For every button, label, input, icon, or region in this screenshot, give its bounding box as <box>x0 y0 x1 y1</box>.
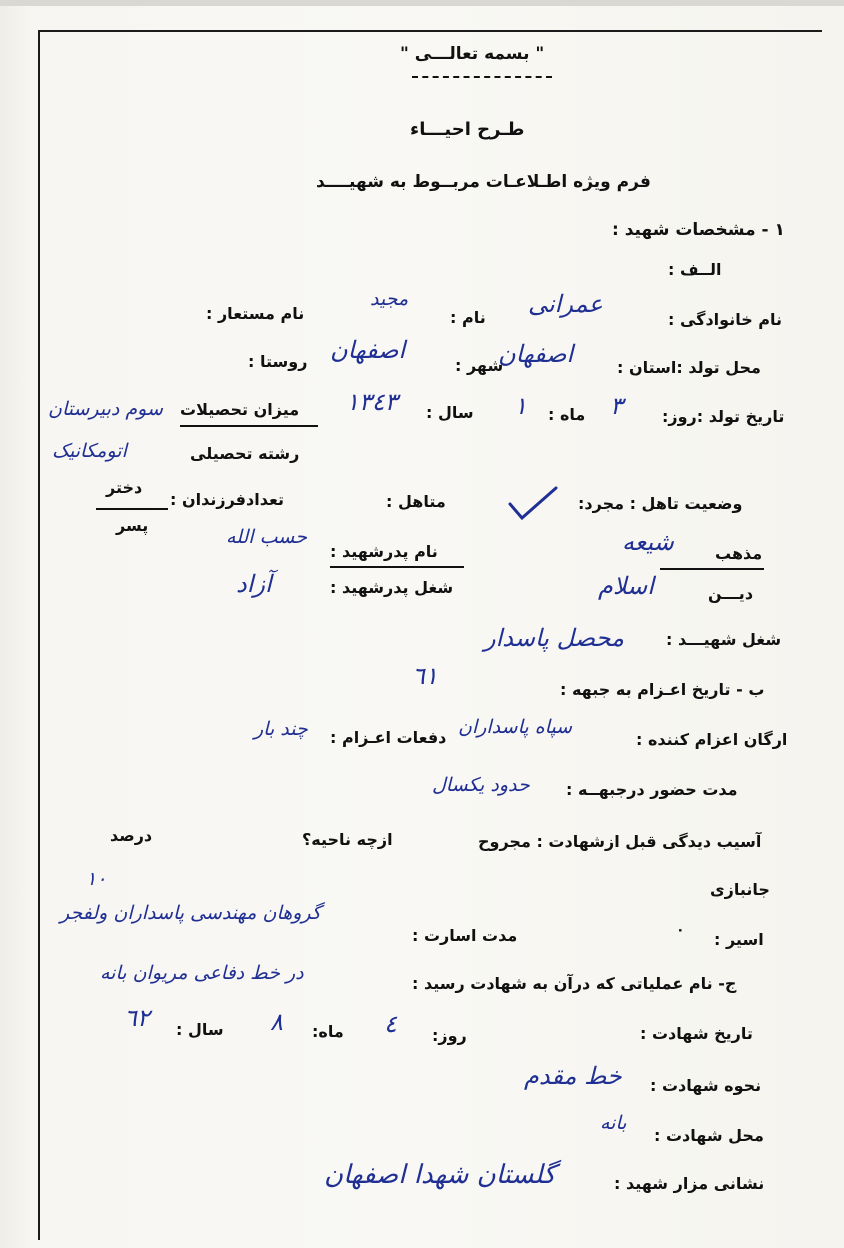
father-name-value: حسب الله <box>226 526 307 548</box>
sect-label: مذهب <box>715 544 763 563</box>
village-label: روستا : <box>248 352 308 371</box>
scan-edge <box>0 0 844 6</box>
dispatch-org-value: سپاه پاسداران <box>458 716 573 738</box>
field-of-study-label: رشته تحصيلی <box>190 444 300 463</box>
captive-value: ٠ <box>676 922 685 938</box>
dispatch-org-label: ارگان اعزام کننده : <box>636 730 788 749</box>
percent-label: درصد <box>110 826 153 845</box>
which-area-label: ازچه ناحيه؟ <box>302 830 393 849</box>
front-duration-label: مدت حضور درجبهــه : <box>566 780 738 799</box>
education-level-label: ميزان تحصيلات <box>180 400 300 419</box>
first-name-label: نام : <box>450 308 486 327</box>
married-label: متاهل : <box>386 492 446 511</box>
dispatch-date-value: ٦١ <box>412 662 438 690</box>
veteran-label: جانبازی <box>710 880 770 899</box>
captive-label: اسير : <box>714 930 764 949</box>
birth-date-label: تاريخ تولد :روز: <box>662 407 785 426</box>
left-border-line <box>38 30 40 1240</box>
city-label: شهر : <box>455 356 504 375</box>
captivity-duration-label: مدت اسارت : <box>412 926 518 945</box>
veteran-number-value: ١٠ <box>86 868 107 890</box>
martyr-job-label: شغل شهيـــد : <box>666 630 782 649</box>
birth-year-value: ١٣٤٣ <box>346 388 398 416</box>
father-job-value: آزاد <box>236 570 272 598</box>
city-value: اصفهان <box>330 336 406 364</box>
heading-underline <box>412 76 552 78</box>
province-value: اصفهان <box>498 340 574 368</box>
religion-value: اسلام <box>598 572 654 600</box>
martyrdom-month-value: ٨ <box>270 1008 283 1036</box>
form-title: فرم ويژه اطـلاعـات مربــوط به شهيــــد <box>316 172 651 192</box>
father-name-label: نام پدرشهيد : <box>330 542 438 561</box>
operation-value: گروهان مهندسی پاسداران ولفجر <box>60 902 321 924</box>
grave-location-value: گلستان شهدا اصفهان <box>324 1160 556 1190</box>
martyrdom-day-value: ٤ <box>384 1010 397 1038</box>
operation-label: ج- نام عملياتی که درآن به شهادت رسيد : <box>412 974 737 993</box>
dispatch-date-label: ب - تاريخ اعـزام به جبهه : <box>560 680 765 699</box>
operation-line2-value: در خط دفاعی مريوان بانه <box>100 962 304 984</box>
sect-value: شيعه <box>622 528 674 556</box>
martyrdom-month-label: ماه: <box>312 1022 344 1041</box>
daughter-label: دختر <box>106 478 143 497</box>
martyrdom-day-label: روز: <box>432 1026 467 1045</box>
birth-place-label: محل تولد :استان : <box>617 358 761 377</box>
dispatch-times-label: دفعات اعـزام : <box>330 728 447 747</box>
bismillah-heading: " بسمه تعالـــی " <box>400 44 545 64</box>
father-job-label: شغل پدرشهيد : <box>330 578 454 597</box>
first-name-value: مجيد <box>370 288 409 310</box>
family-name-label: نام خانوادگی : <box>668 310 783 329</box>
alias-label: نام مستعار : <box>206 304 305 323</box>
part-a-label: الــف : <box>668 260 722 279</box>
field-of-study-value: اتومکانيک <box>52 440 127 462</box>
front-duration-value: حدود يکسال <box>432 774 530 796</box>
birth-month-value: ١ <box>514 392 527 420</box>
martyrdom-year-label: سال : <box>176 1020 224 1039</box>
family-name-value: عمرانی <box>528 290 603 318</box>
top-border-line <box>38 30 822 32</box>
children-count-label: تعدادفرزندان : <box>170 490 284 509</box>
year-label: سال : <box>426 403 474 422</box>
birth-day-value: ٣ <box>610 392 623 420</box>
plan-title: طـرح احيـــاء <box>410 119 525 140</box>
dispatch-times-value: چند بار <box>254 718 308 740</box>
education-underline <box>180 425 318 427</box>
education-level-value: سوم دبيرستان <box>48 398 163 420</box>
father-name-underline <box>330 566 464 568</box>
prior-injury-label: آسيب ديدگی قبل ازشهادت : مجروح <box>478 832 762 851</box>
martyrdom-year-value: ٦٢ <box>124 1004 150 1032</box>
martyrdom-manner-label: نحوه شهادت : <box>650 1076 762 1095</box>
sect-underline <box>660 568 764 570</box>
martyr-job-value: محصل پاسدار <box>484 624 624 652</box>
month-label: ماه : <box>548 405 586 424</box>
martyrdom-date-label: تاريخ شهادت : <box>640 1024 753 1043</box>
children-fraction-line <box>96 508 168 510</box>
grave-location-label: نشانی مزار شهيد : <box>614 1174 765 1193</box>
marital-status-label: وضعيت تاهل : مجرد: <box>578 494 743 513</box>
religion-label: ديـــن <box>708 584 754 603</box>
section-1-title: ١ - مشخصات شهيد : <box>612 220 785 240</box>
martyrdom-place-value: بانه <box>600 1112 627 1134</box>
martyrdom-place-label: محل شهادت : <box>654 1126 764 1145</box>
son-label: پسر <box>116 516 149 535</box>
single-check-mark <box>508 486 558 522</box>
martyrdom-manner-value: خط مقدم <box>524 1062 622 1090</box>
